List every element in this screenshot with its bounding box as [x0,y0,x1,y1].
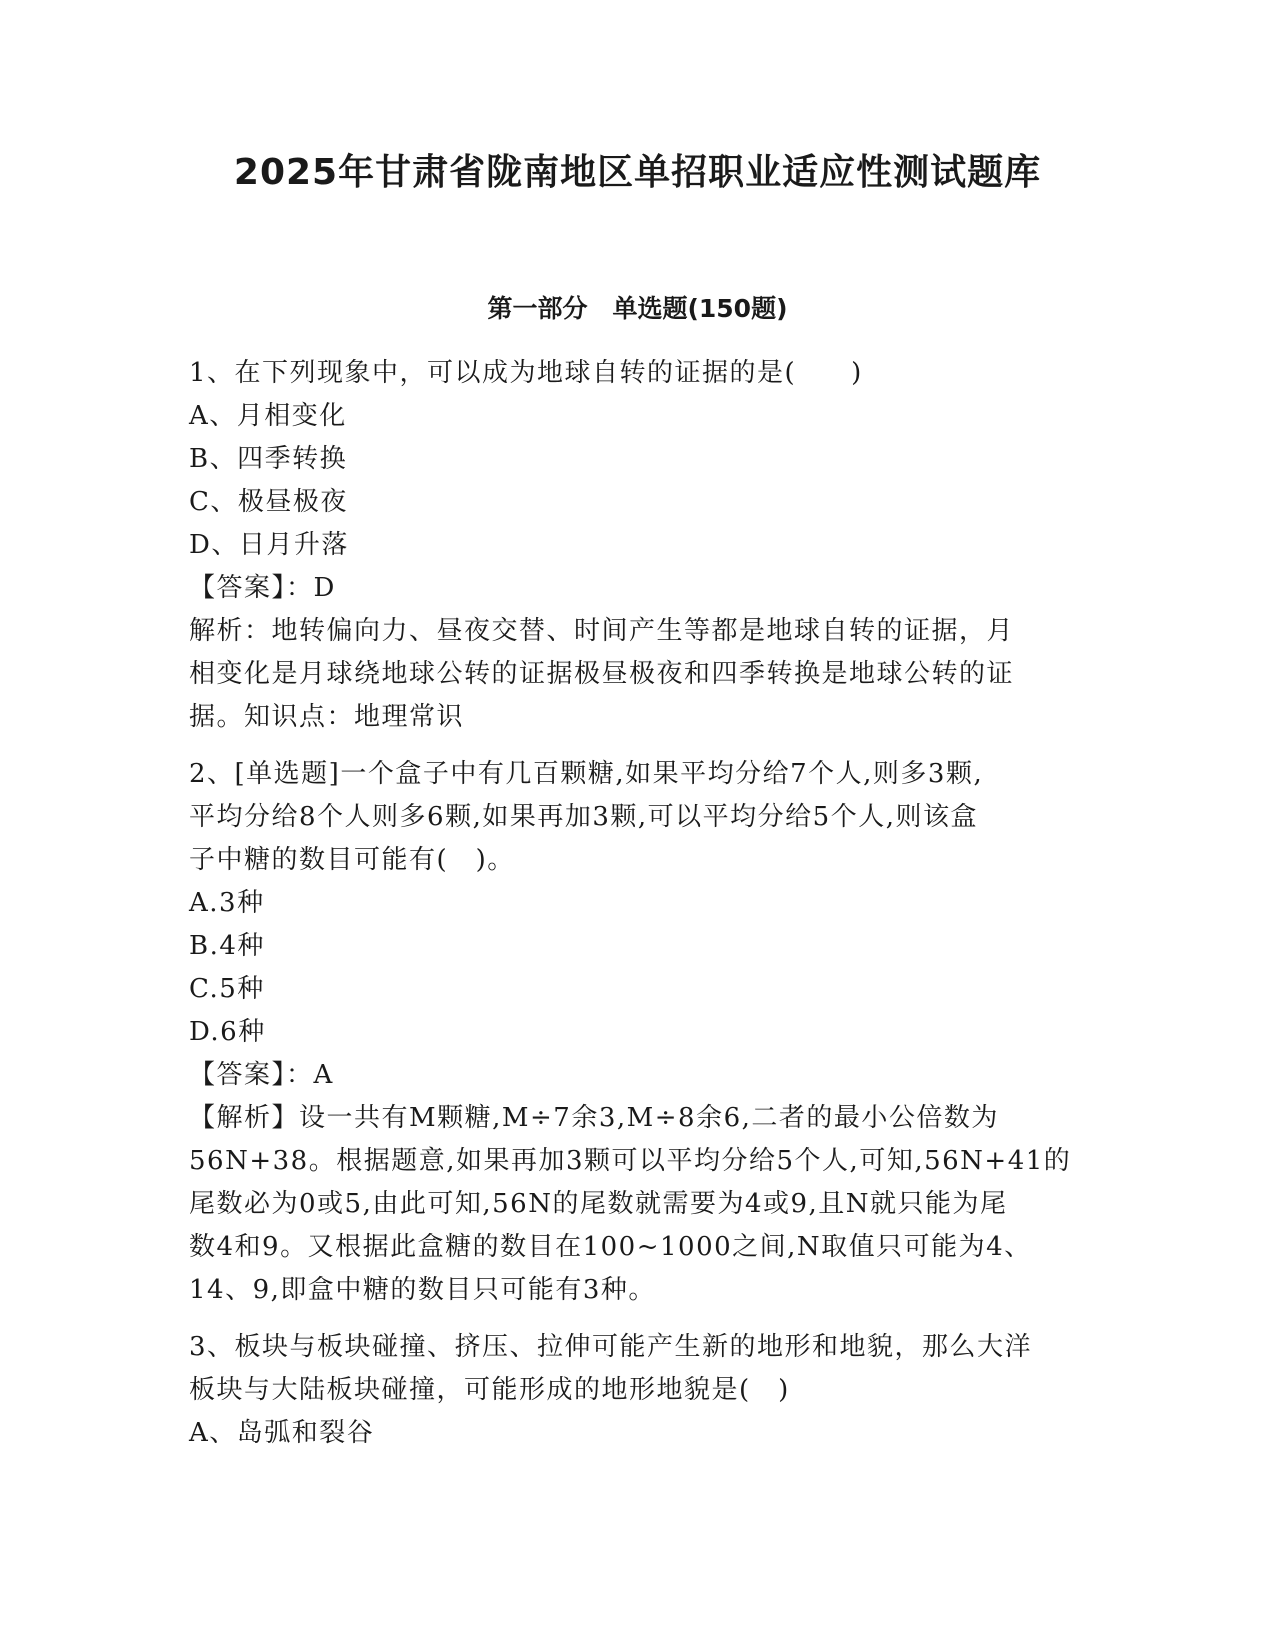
question-stem: 平均分给8个人则多6颗,如果再加3颗,可以平均分给5个人,则该盒 [189,802,978,832]
question-2 [189,753,1089,1312]
explanation-line: 14、9,即盒中糖的数目只可能有3种。 [189,1275,656,1305]
option-d: D、日月升落 [189,530,349,560]
section-heading: 第一部分 单选题(150题) [487,294,788,323]
option-b: B.4种 [189,931,265,961]
explanation-line: 56N+38。根据题意,如果再加3颗可以平均分给5个人,可知,56N+41的 [189,1146,1072,1176]
option-b: B、四季转换 [189,444,348,474]
question-stem: 3、板块与板块碰撞、挤压、拉伸可能产生新的地形和地貌，那么大洋 [189,1332,1033,1362]
question-spacer [189,739,1089,753]
question-stem: 1、在下列现象中，可以成为地球自转的证据的是( ) [189,358,863,388]
answer: 【答案】：A [189,1060,334,1090]
option-a: A、月相变化 [189,401,347,431]
explanation-line: 尾数必为0或5,由此可知,56N的尾数就需要为4或9,且N就只能为尾 [189,1189,1008,1219]
explanation-line: 据。知识点：地理常识 [189,702,465,732]
option-c: C.5种 [189,974,265,1004]
option-c: C、极昼极夜 [189,487,348,517]
explanation-line: 数4和9。又根据此盒糖的数目在100~1000之间,N取值只可能为4、 [189,1232,1032,1262]
option-d: D.6种 [189,1017,266,1047]
question-stem: 子中糖的数目可能有( )。 [189,845,515,875]
question-stem: 板块与大陆板块碰撞，可能形成的地形地貌是( ) [189,1375,790,1405]
answer: 【答案】：D [189,573,336,603]
option-a: A、岛弧和裂谷 [189,1418,375,1448]
question-3 [189,1326,1089,1455]
question-stem: 2、[单选题]一个盒子中有几百颗糖,如果平均分给7个人,则多3颗, [189,759,984,789]
option-a: A.3种 [189,888,265,918]
question-spacer [189,1312,1089,1326]
document-title: 2025年甘肃省陇南地区单招职业适应性测试题库 [233,152,1042,193]
explanation-line: 【解析】设一共有M颗糖,M÷7余3,M÷8余6,二者的最小公倍数为 [189,1103,999,1133]
question-1 [189,352,1089,739]
explanation-line: 相变化是月球绕地球公转的证据极昼极夜和四季转换是地球公转的证 [189,659,1015,689]
document-body [189,352,1089,1455]
explanation-line: 解析：地转偏向力、昼夜交替、时间产生等都是地球自转的证据，月 [189,616,1015,646]
